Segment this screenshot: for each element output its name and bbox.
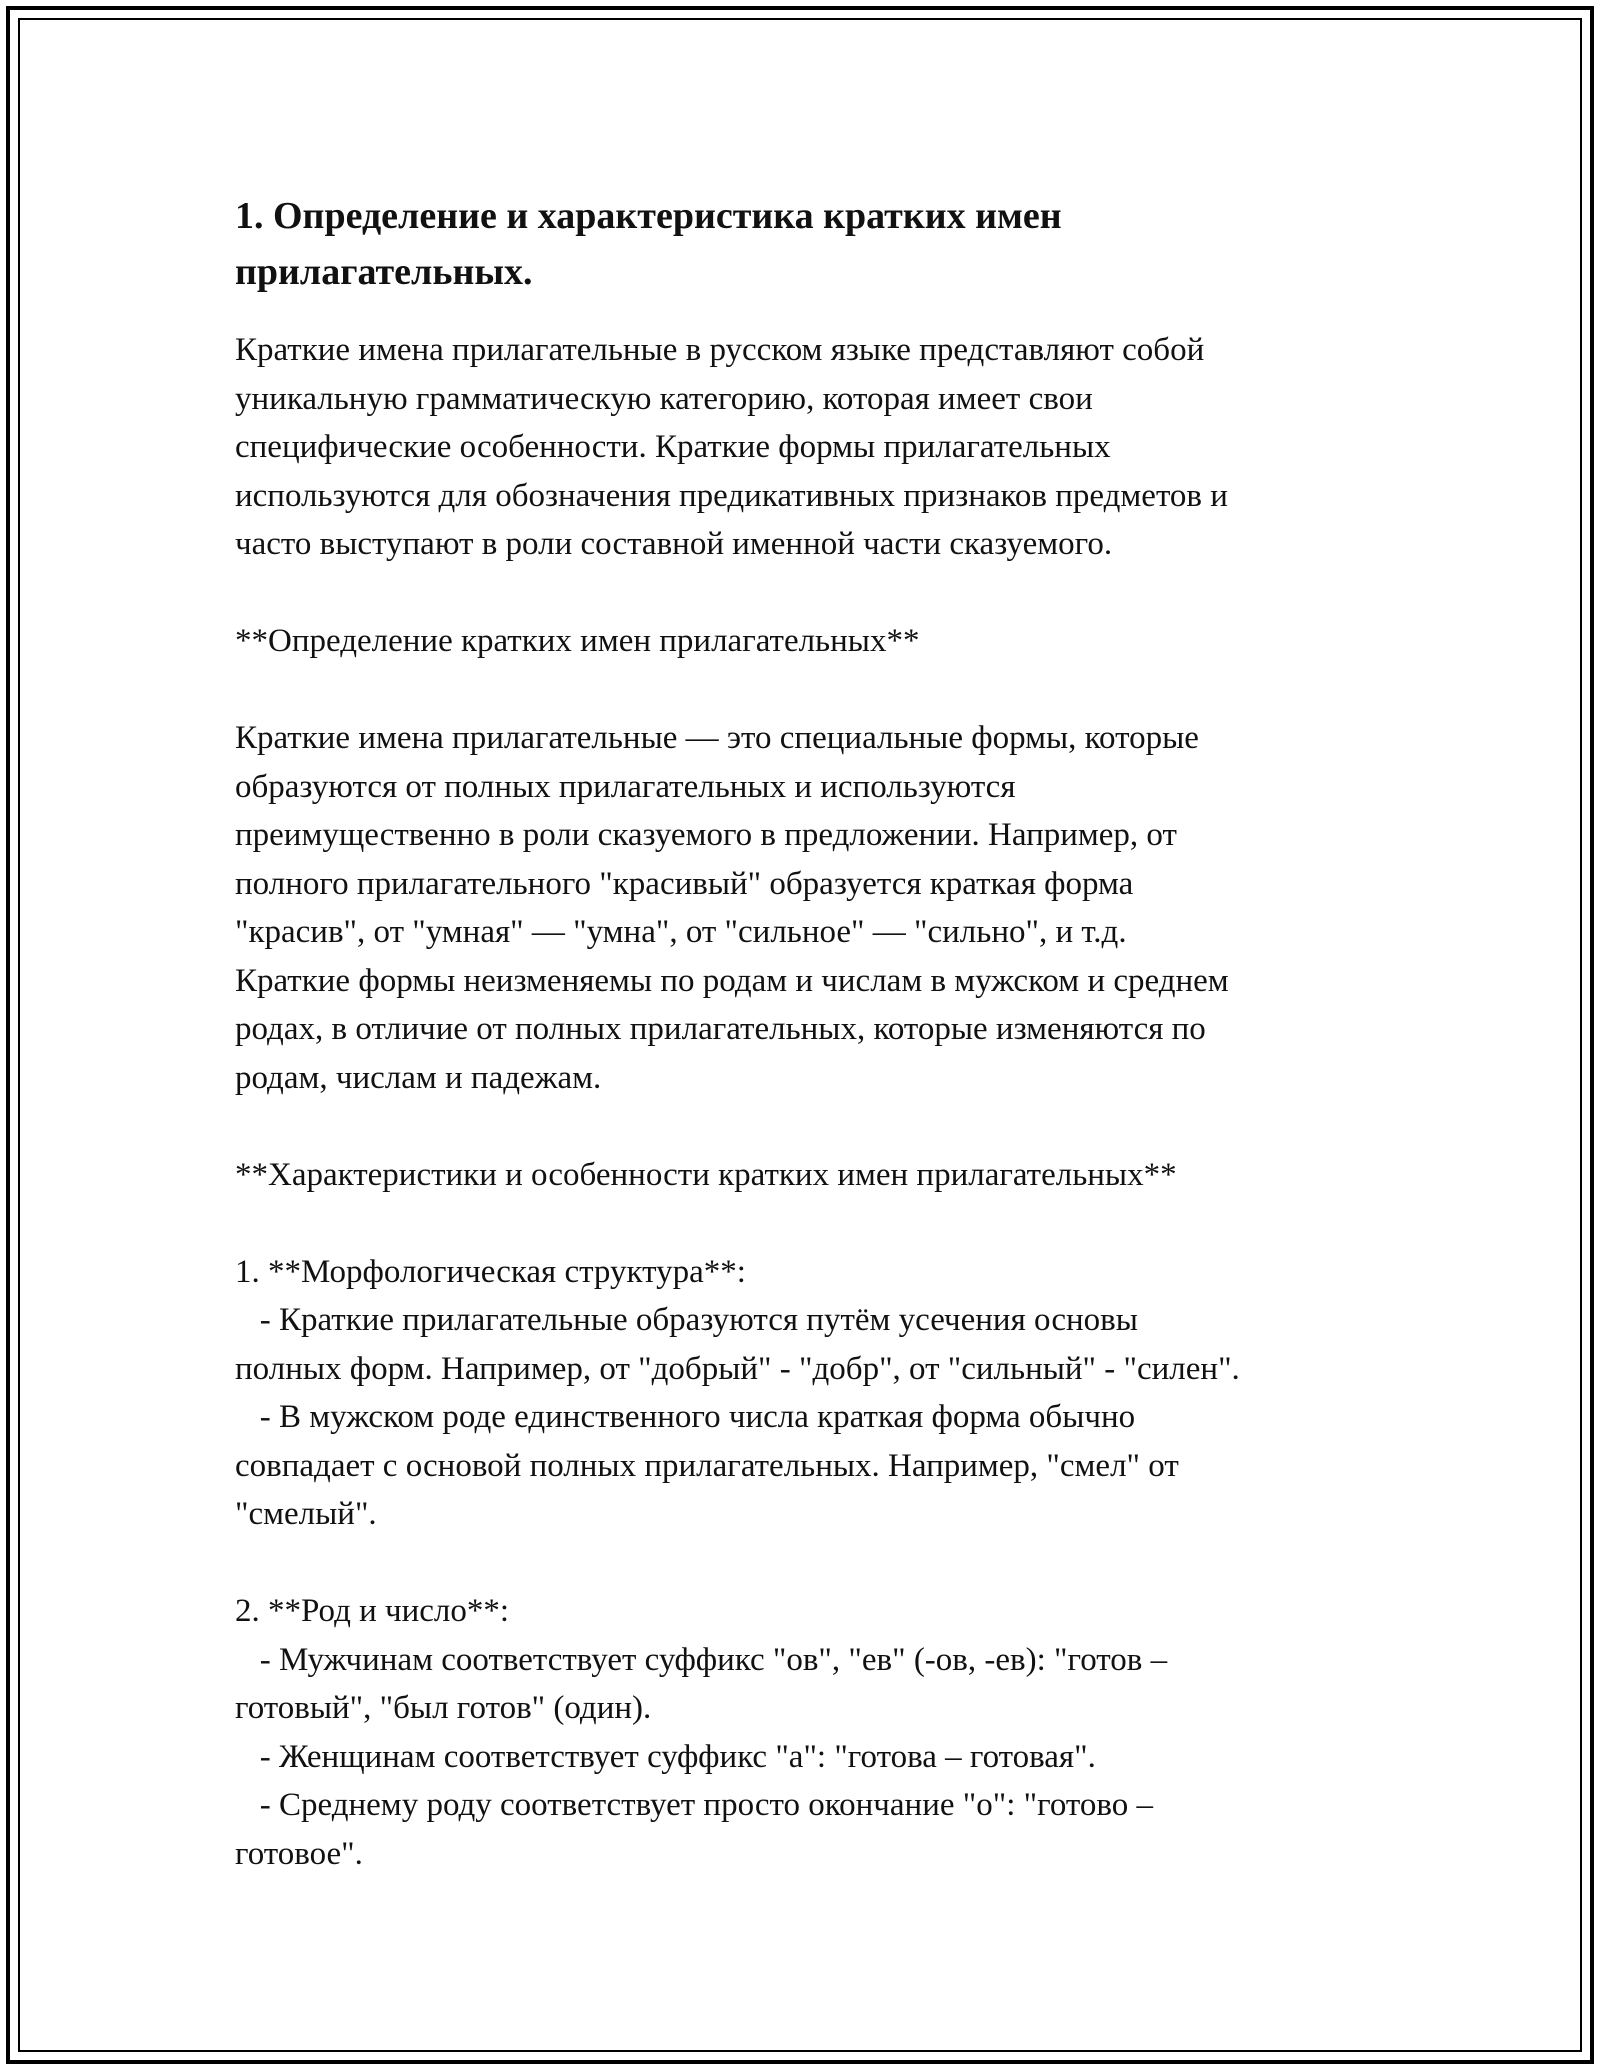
section-heading: 1. Определение и характеристика кратких имен прилагательных. — [235, 195, 1062, 293]
section-body: Краткие имена прилагательные в русском языке представляют собой уникальную грамматическую категорию, которая имеет свои специфические особенности. Краткие формы прилагательных используются для обозначения предикативных признаков предметов и часто выступают в роли составной именной части сказуемого. **Определение кратких имен прилагательных** Краткие имена прилагательные — это специальные формы, которые образуются от полных прилагательных и используются преимущественно в роли сказуемого в предложении. Например, от полного прилагательного "красивый" образуется краткая форма "красив", от "умная" — "умна", от "сильное" — "сильно", и т.д. Краткие формы неизменяемы по родам и числам в мужском и среднем родах, в отличие от полных прилагательных, которые изменяются по родам, числам и падежам. **Характеристики и особенности кратких имен прилагательных** 1. **Морфологическая структура**: - Краткие прилагательные образуются путём усечения основы полных форм. Например, от "добрый" - "добр", от "сильный" - "силен". - В мужском роде единственного числа краткая форма обычно совпадает с основой полных прилагательных. Например, "смел" от "смелый". 2. **Род и число**: - Мужчинам соответствует суффикс "ов", "ев" (-ов, -ев): "готов – готовый", "был готов" (один). - Женщинам соответствует суффикс "а": "готова – готовая". - Среднему роду соответствует просто окончание "о": "готово – готовое". — [235, 332, 1240, 1872]
document-content — [235, 188, 1370, 1878]
